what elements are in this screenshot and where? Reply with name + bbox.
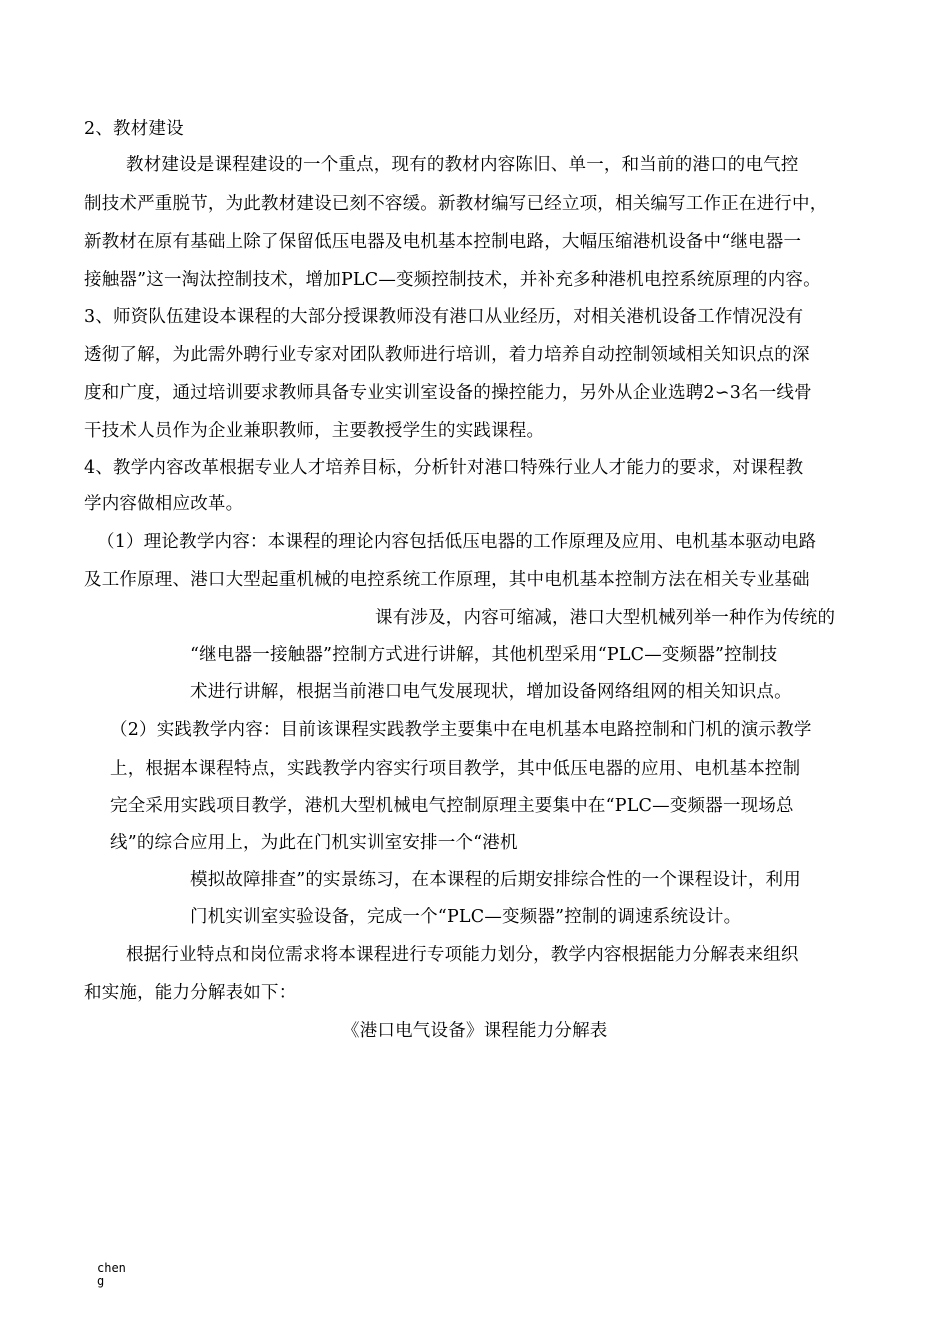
paragraph-line: 和实施，能力分解表如下： [84, 983, 297, 1003]
page-footer: cheng [97, 1261, 126, 1288]
paragraph-line: 新教材在原有基础上除了保留低压电器及电机基本控制电路，大幅压缩港机设备中“继电器一 [84, 232, 802, 252]
paragraph-line: 线”的综合应用上，为此在门机实训室安排一个“港机 [110, 833, 518, 853]
paragraph-line: 模拟故障排查”的实景练习，在本课程的后期安排综合性的一个课程设计，利用 [190, 870, 801, 890]
paragraph-line: 干技术人员作为企业兼职教师，主要教授学生的实践课程。 [84, 421, 545, 441]
paragraph-line: 透彻了解，为此需外聘行业专家对团队教师进行培训，着力培养自动控制领域相关知识点的深 [84, 345, 810, 365]
section-heading-textbook: 2、教材建设 [84, 119, 184, 139]
paragraph-line: 课有涉及，内容可缩减，港口大型机械列举一种作为传统的 [375, 608, 836, 628]
paragraph-line: 完全采用实践项目教学，港机大型机械电气控制原理主要集中在“PLC—变频器一现场总 [110, 796, 794, 816]
paragraph-line: “继电器一接触器”控制方式进行讲解，其他机型采用“PLC—变频器”控制技 [190, 645, 778, 665]
paragraph-line: 及工作原理、港口大型起重机械的电控系统工作原理，其中电机基本控制方法在相关专业基础 [84, 570, 810, 590]
paragraph-line: 3、师资队伍建设本课程的大部分授课教师没有港口从业经历，对相关港机设备工作情况没有 [84, 307, 804, 327]
paragraph-line: 术进行讲解，根据当前港口电气发展现状，增加设备网络组网的相关知识点。 [190, 682, 792, 702]
paragraph-line: 4、教学内容改革根据专业人才培养目标，分析针对港口特殊行业人才能力的要求，对课程教 [84, 458, 804, 478]
paragraph-line: 接触器”这一淘汰控制技术，增加PLC—变频控制技术，并补充多种港机电控系统原理的内容。 [84, 270, 821, 290]
paragraph-line: 上，根据本课程特点，实践教学内容实行项目教学，其中低压电器的应用、电机基本控制 [110, 759, 801, 779]
paragraph-line: 度和广度，通过培训要求教师具备专业实训室设备的操控能力，另外从企业选聘2∽3名一线骨 [84, 383, 812, 403]
paragraph-line: 教材建设是课程建设的一个重点，现有的教材内容陈旧、单一，和当前的港口的电气控 [126, 155, 799, 175]
table-title: 《港口电气设备》课程能力分解表 [342, 1021, 608, 1041]
paragraph-line: 根据行业特点和岗位需求将本课程进行专项能力划分，教学内容根据能力分解表来组织 [126, 945, 799, 965]
paragraph-line: （1）理论教学内容：本课程的理论内容包括低压电器的工作原理及应用、电机基本驱动电路 [97, 532, 817, 552]
paragraph-line: 门机实训室实验设备，完成一个“PLC—变频器”控制的调速系统设计。 [190, 907, 742, 927]
paragraph-line: 学内容做相应改革。 [84, 494, 244, 514]
paragraph-line: （2）实践教学内容：目前该课程实践教学主要集中在电机基本电路控制和门机的演示教学 [110, 720, 812, 740]
paragraph-line: 制技术严重脱节，为此教材建设已刻不容缓。新教材编写已经立项，相关编写工作正在进行中， [84, 194, 828, 214]
